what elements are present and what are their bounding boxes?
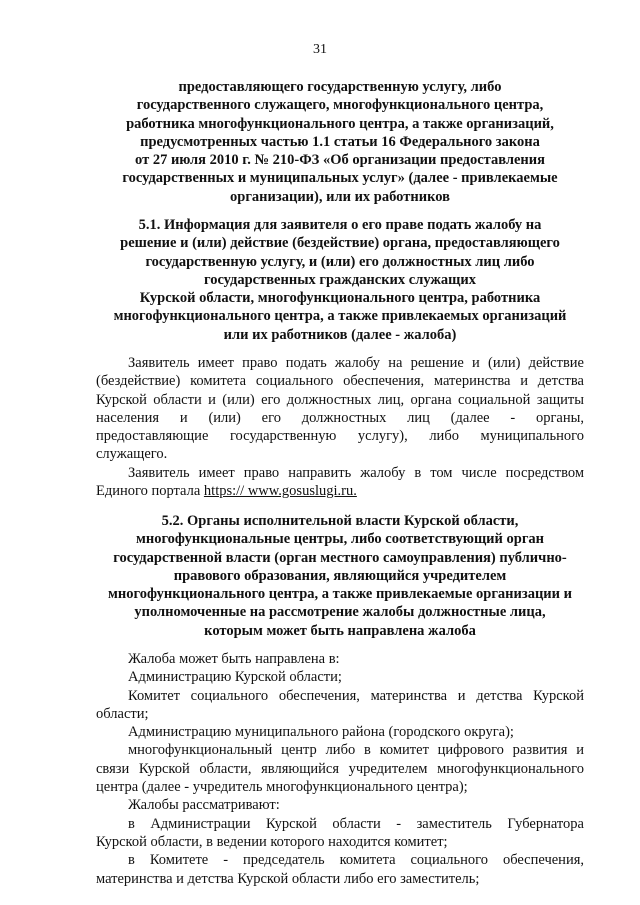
paragraph-line: Заявитель имеет право подать жалобу на решение и (или) действие — [128, 355, 584, 371]
heading-line: многофункционального центра, а также привлекаемых организаций — [113, 308, 567, 325]
heading-line: предоставляющего государственную услугу, либо — [178, 79, 502, 95]
heading-line: 5.1. Информация для заявителя о его праве подать жалобу на — [138, 217, 542, 233]
heading-line: или их работников (далее - жалоба) — [223, 326, 457, 343]
heading-line: многофункционального центра, а также привлекаемые организации и — [108, 586, 572, 603]
heading-line: решение и (или) действие (бездействие) органа, предоставляющего — [120, 235, 560, 252]
list-item: в Комитете - председатель комитета социального обеспечения, — [128, 852, 584, 869]
heading-line: работника многофункционального центра, а также организаций, — [126, 115, 554, 132]
heading-line: от 27 июля 2010 г. № 210-ФЗ «Об организации предоставления — [135, 152, 545, 169]
section-5-1-heading — [96, 216, 584, 344]
paragraph-line — [96, 482, 584, 500]
heading-line: государственных гражданских служащих — [203, 271, 477, 288]
list-item: многофункциональный центр либо в комитет цифрового развития и — [128, 742, 584, 759]
list-item: Курской области, в ведении которого находится комитет; — [96, 833, 448, 850]
list-item: в Администрации Курской области - заместитель Губернатора — [128, 815, 584, 832]
paragraph-line: населения и (или) его должностных лиц (далее - органы, — [96, 409, 584, 426]
heading-line: предусмотренных частью 1.1 статьи 16 Федерального закона — [140, 133, 540, 150]
heading-line: государственную услугу, и (или) его должностных лиц либо — [145, 253, 535, 270]
list-item: центра (далее - учредитель многофункционального центра); — [96, 779, 468, 796]
list-item: Комитет социального обеспечения, материнства и детства Курской — [128, 687, 584, 704]
heading-line: правового образования, являющийся учредителем — [173, 567, 507, 584]
paragraph-line: (бездействие) комитета социального обеспечения, материнства и детства — [96, 373, 584, 390]
heading-line: государственной власти (орган местного самоуправления) публично- — [113, 549, 567, 566]
list-item: связи Курской области, являющийся учредителем многофункционального — [96, 760, 584, 777]
list-item: Жалобы рассматривают: — [128, 797, 280, 814]
list-item: материнства и детства Курской области либо его заместитель; — [96, 870, 480, 887]
heading-line: Курской области, многофункционального центра, работника — [139, 290, 541, 307]
section-5-2-heading — [90, 512, 590, 640]
heading-line: многофункциональные центры, либо соответствующий орган — [135, 531, 545, 548]
heading-line: которым может быть направлена жалоба — [204, 622, 476, 639]
portal-link[interactable]: https:// www.gosuslugi.ru. — [203, 483, 357, 500]
intro-heading — [96, 78, 584, 206]
paragraph-line: Заявитель имеет право направить жалобу в том числе посредством — [128, 464, 584, 481]
list-item: Жалоба может быть направлена в: — [128, 651, 340, 667]
section-5-2-body — [96, 650, 584, 888]
list-item: области; — [96, 705, 149, 722]
heading-line: уполномоченные на рассмотрение жалобы должностные лица, — [134, 604, 546, 621]
section-5-1-body — [96, 354, 584, 500]
heading-line: государственных и муниципальных услуг» (далее - привлекаемые — [122, 170, 558, 187]
page-number: 31 — [313, 42, 327, 57]
heading-line: 5.2. Органы исполнительной власти Курской области, — [161, 513, 519, 529]
paragraph-line: предоставляющие государственную услугу), либо муниципального — [96, 428, 584, 445]
heading-line: организации), или их работников — [230, 188, 450, 205]
portal-prefix: Единого портала — [96, 483, 204, 500]
paragraph-line: служащего. — [96, 446, 168, 463]
heading-line: государственного служащего, многофункционального центра, — [136, 97, 544, 114]
list-item: Администрацию Курской области; — [128, 669, 342, 686]
list-item: Администрацию муниципального района (городского округа); — [128, 724, 514, 741]
paragraph-line: Курской области и (или) его должностных лиц, органа социальной защиты — [96, 391, 584, 408]
